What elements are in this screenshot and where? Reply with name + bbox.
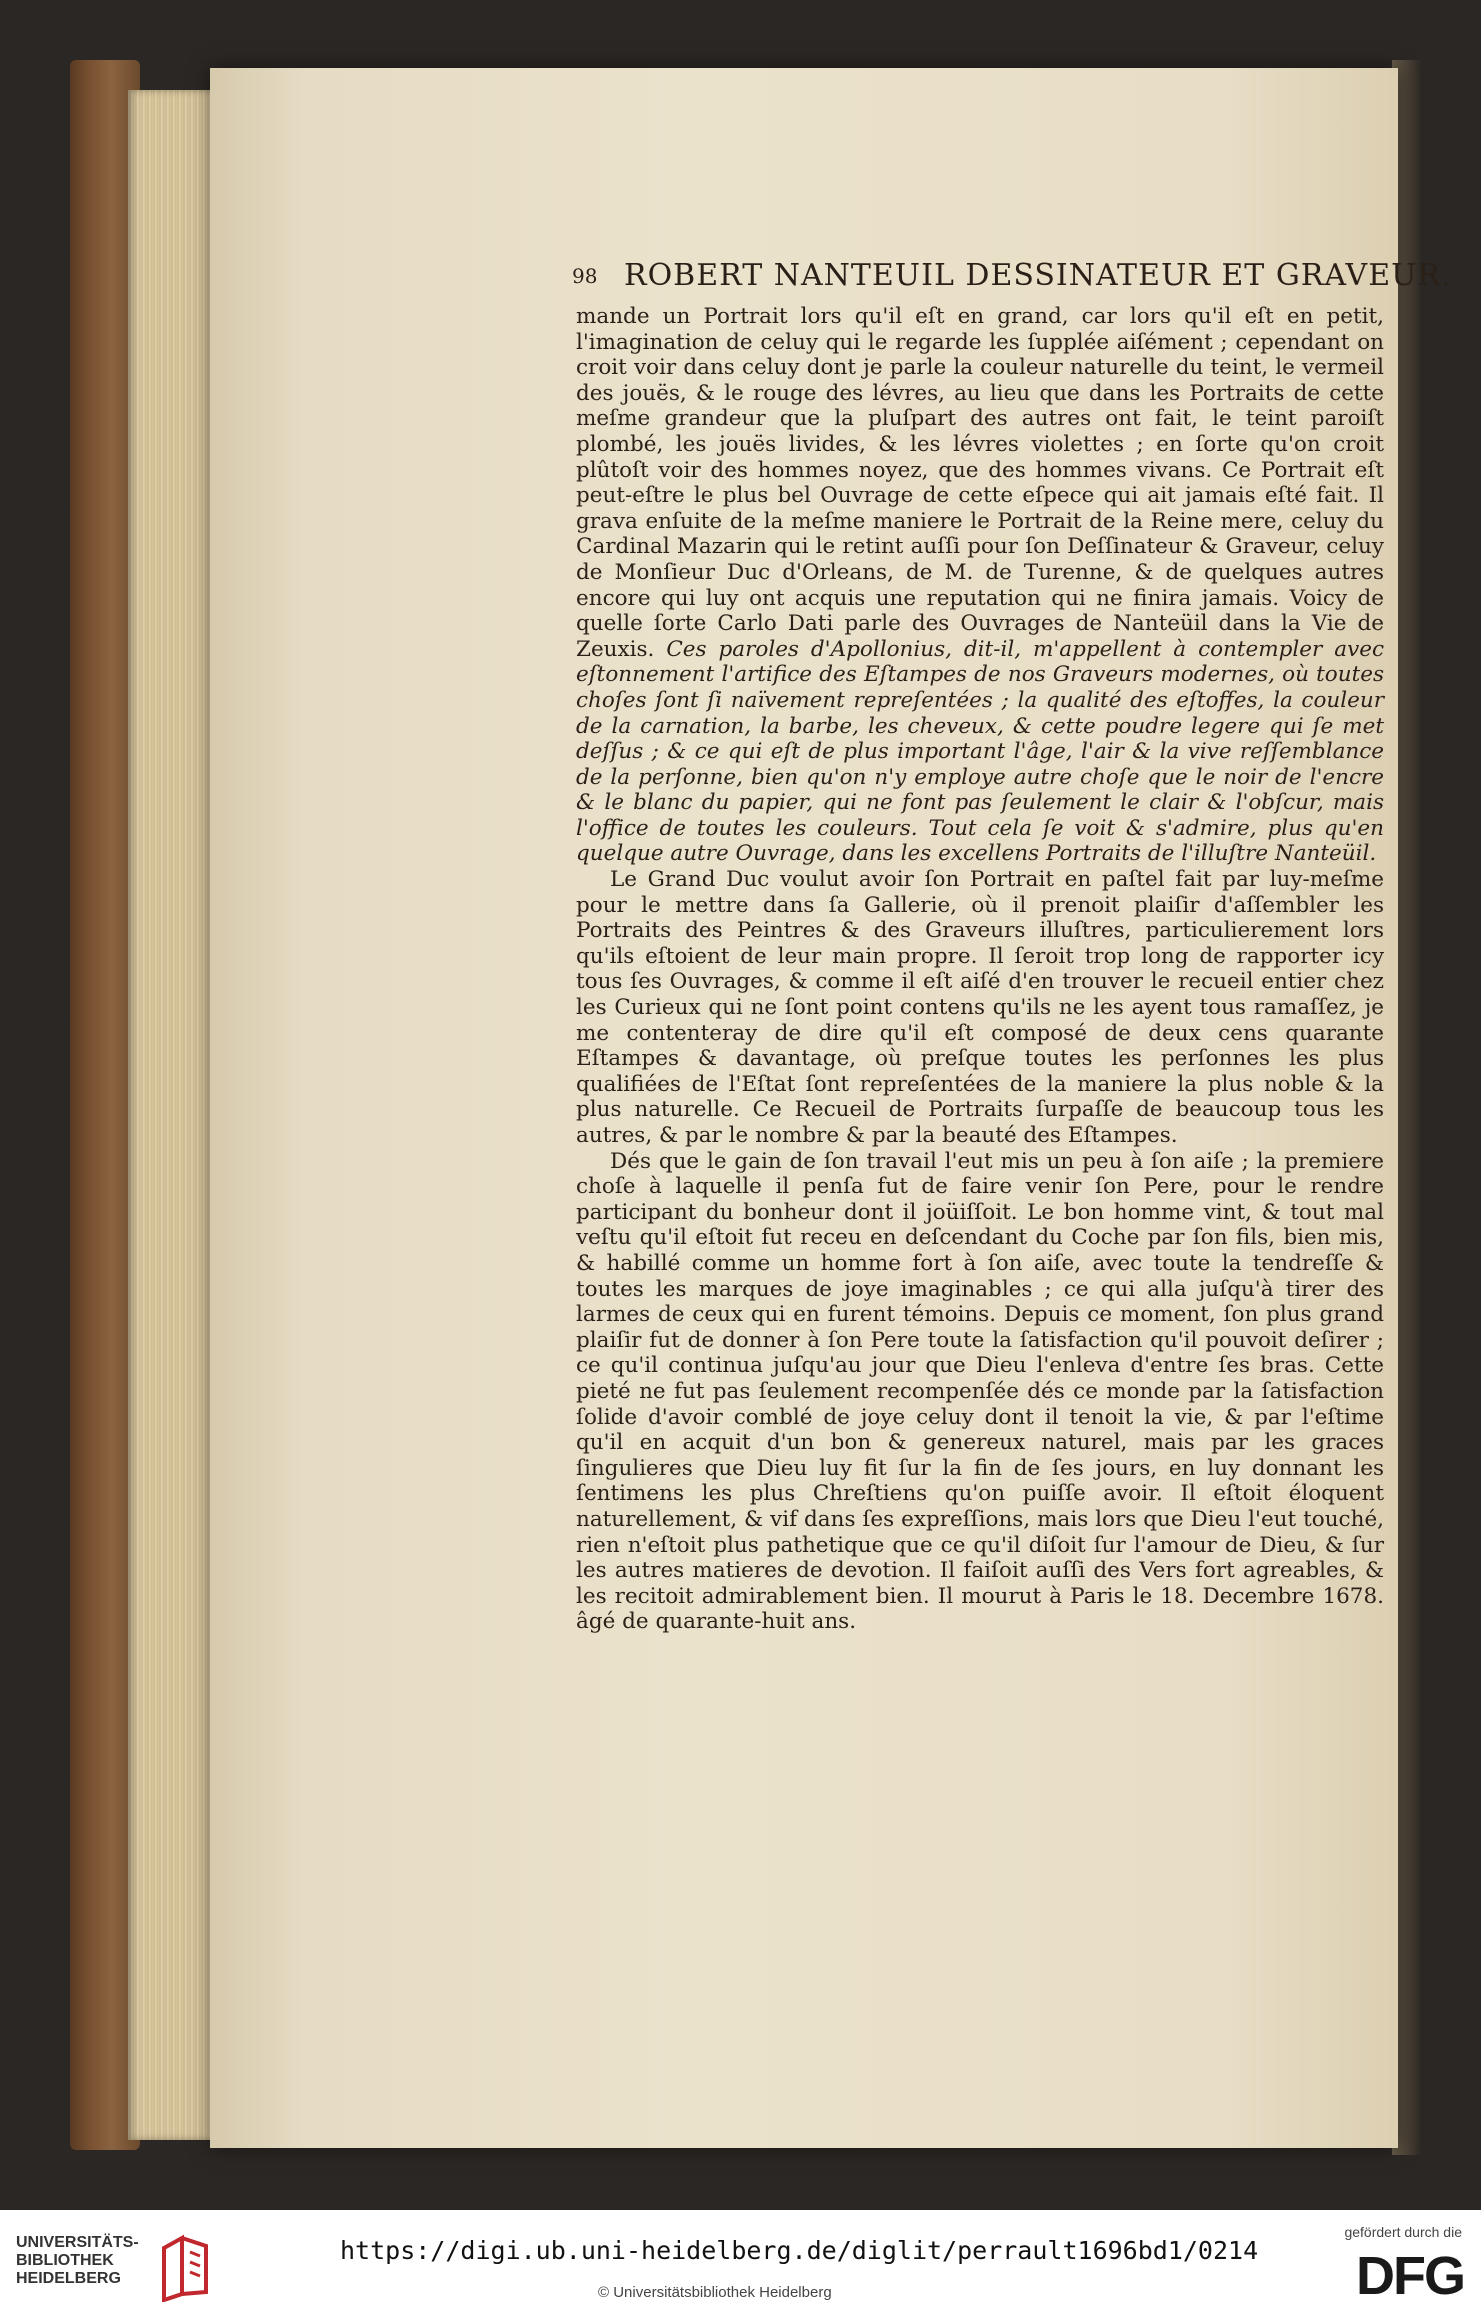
library-logo[interactable] bbox=[16, 2230, 236, 2310]
logo-line-2: BIBLIOTHEK bbox=[16, 2252, 114, 2269]
paragraph-3: Dés que le gain de ſon travail l'eut mis un peu à ſon aiſe ; la premiere choſe à laquelle il penſa fut de faire venir ſon Pere, pour le rendre participant du bonheur dont il joüiſſoit. Le bon homme vint, & tout mal veſtu qu'il eſtoit fut receu en deſcendant du Coche par ſon fils, bien mis, & habillé comme un homme fort à ſon aiſe, avec toute la tendreſſe & toutes les marques de joye imaginables ; ce qui alla juſqu'à tirer des larmes de ceux qui en furent témoins. Depuis ce moment, ſon plus grand plaiſir fut de donner à ſon Pere toute la ſatisfaction qu'il pouvoit deſirer ; ce qu'il continua juſqu'au jour que Dieu l'enleva d'entre ſes bras. Cette pieté ne fut pas ſeulement recompenſée dés ce monde par la ſatisfaction ſolide d'avoir comblé de joye celuy dont il tenoit la vie, & par l'eſtime qu'il en acquit d'un bon & genereux naturel, mais par les graces ſingulieres que Dieu luy fit ſur la fin de ſes jours, en luy donnant les ſentimens les plus Chreſtiens qu'on puiſſe avoir. Il eſtoit éloquent naturellement, & vif dans ſes expreſſions, mais lors que Dieu l'eut touché, rien n'eſtoit plus pathetique que ce qu'il diſoit ſur l'amour de Dieu, & ſur les autres matieres de devotion. Il faiſoit auſſi des Vers fort agreables, & les recitoit admirablement bien. Il mourut à Paris le 18. Decembre 1678. âgé de quarante-huit ans. bbox=[576, 1148, 1384, 1635]
funding-notice bbox=[1318, 2224, 1468, 2308]
library-book-icon bbox=[156, 2232, 216, 2302]
paragraph-2: Le Grand Duc voulut avoir ſon Portrait en paſtel fait par luy-meſme pour le mettre dans ſa Gallerie, où il prenoit plaiſir d'aſſembler les Portraits des Peintres & des Graveurs illuſtres, particulierement lors qu'ils eſtoient de leur main propre. Il ſeroit trop long de rapporter icy tous ſes Ouvrages, & comme il eſt aiſé d'en trouver le recueil entier chez les Curieux qui ne ſont point contens qu'ils ne les ayent tous ramaſſez, je me contenteray de dire qu'il eſt composé de deux cens quarante Eſtampes & davantage, où preſque toutes les perſonnes les plus qualifiées de l'Eſtat ſont repreſentées de la maniere la plus noble & la plus naturelle. Ce Recueil de Portraits ſurpaſſe de beaucoup tous les autres, & par le nombre & par la beauté des Eſtampes. bbox=[576, 867, 1384, 1148]
body-text bbox=[576, 304, 1384, 1635]
dati-quotation: Ces paroles d'Apollonius, dit-il, m'appellent à contempler avec eſtonnement l'artifice des Eſtampes de nos Graveurs modernes, où toutes choſes ſont ſi naïvement repreſentées ; la qualité des eſtoffes, la couleur de la carnation, la barbe, les cheveux, & cette poudre legere qui ſe met deſſus ; & ce qui eſt de plus important l'âge, l'air & la vive reſſemblance de la perſonne, bien qu'on n'y employe autre choſe que le noir de l'encre & le blanc du papier, qui ne font pas ſeulement le clair & l'obſcur, mais l'office de toutes les couleurs. Tout cela ſe voit & s'admire, plus qu'en quelque autre Ouvrage, dans les excellens Portraits de l'illuſtre Nanteüil. bbox=[576, 636, 1384, 867]
page-header bbox=[572, 258, 1452, 298]
logo-line-3: HEIDELBERG bbox=[16, 2270, 121, 2287]
viewer-footer bbox=[0, 2210, 1481, 2318]
running-title: ROBERT NANTEUIL DESSINATEUR ET GRAVEUR. bbox=[624, 258, 1452, 293]
document-url[interactable]: https://digi.ub.uni-heidelberg.de/diglit/perrault1696bd1/0214 bbox=[340, 2236, 1259, 2265]
copyright-notice: © Universitätsbibliothek Heidelberg bbox=[598, 2284, 832, 2301]
dfg-logo[interactable]: DFG bbox=[1356, 2246, 1464, 2306]
page-edges bbox=[128, 90, 218, 2140]
page-number: 98 bbox=[572, 264, 598, 288]
logo-line-1: UNIVERSITÄTS- bbox=[16, 2234, 139, 2251]
library-logo-text bbox=[16, 2234, 139, 2288]
funding-label: gefördert durch die bbox=[1344, 2224, 1462, 2240]
paragraph-1 bbox=[576, 304, 1384, 867]
paragraph-1-roman: mande un Portrait lors qu'il eſt en grand, car lors qu'il eſt en petit, l'imagination de celuy qui le regarde les ſupplée aiſément ; cependant on croit voir dans celuy dont je parle la couleur naturelle du teint, le vermeil des jouës, & le rouge des lévres, au lieu que dans les Portraits de cette meſme grandeur que la pluſpart des autres ont fait, le teint paroiſt plombé, les jouës livides, & les lévres violettes ; en ſorte qu'on croit plûtoſt voir des hommes noyez, que des hommes vivans. Ce Portrait eſt peut-eſtre le plus bel Ouvrage de cette eſpece qui ait jamais eſté fait. Il grava enſuite de la meſme maniere le Portrait de la Reine mere, celuy du Cardinal Mazarin qui le retint auſſi pour ſon Deſſinateur & Graveur, celuy de Monſieur Duc d'Orleans, de M. de Turenne, & de quelques autres encore qui luy ont acquis une reputation qui ne finira jamais. Voicy de quelle ſorte Carlo Dati parle des Ouvrages de Nanteüil dans la Vie de Zeuxis. bbox=[576, 304, 1384, 662]
